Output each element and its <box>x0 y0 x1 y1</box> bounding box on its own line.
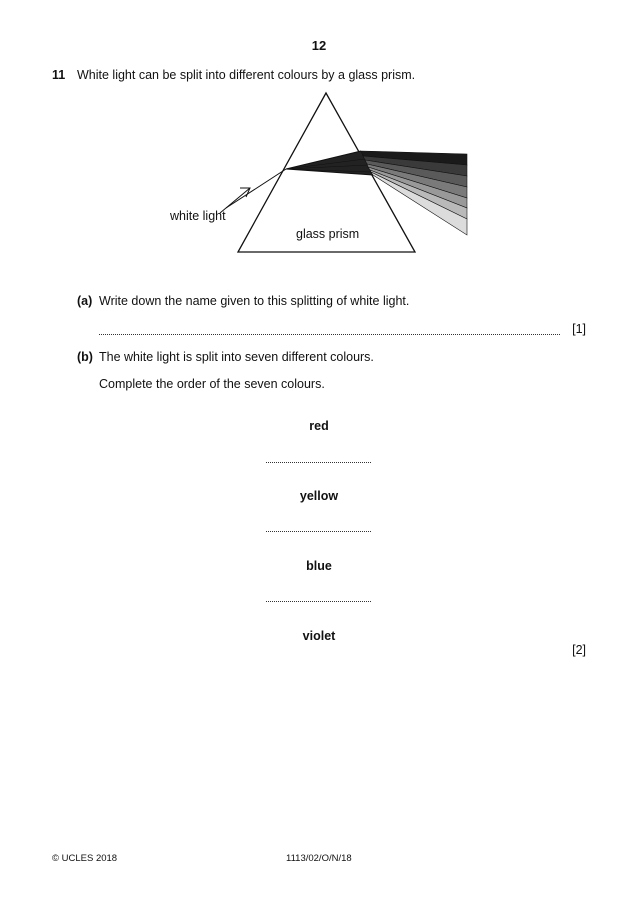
part-b-text: The white light is split into seven different colours. <box>99 350 374 364</box>
colour-yellow: yellow <box>299 489 339 503</box>
page-number: 12 <box>311 38 327 53</box>
part-a-text: Write down the name given to this splitting of white light. <box>99 294 410 308</box>
colour-blue: blue <box>306 559 332 573</box>
colour-red: red <box>309 419 329 433</box>
colour-violet: violet <box>302 629 336 643</box>
question-number: 11 <box>52 68 66 82</box>
colour-blank-2[interactable] <box>266 523 371 532</box>
part-a-label: (a) <box>77 294 93 308</box>
part-b-instruction: Complete the order of the seven colours. <box>99 377 325 391</box>
white-light-label: white light <box>170 209 226 223</box>
footer-copyright: © UCLES 2018 <box>52 853 118 864</box>
question-text: White light can be split into different colours by a glass prism. <box>77 68 416 82</box>
part-a-marks: [1] <box>572 322 586 336</box>
colour-blank-3[interactable] <box>266 593 371 602</box>
glass-prism-label: glass prism <box>296 227 360 241</box>
footer-code: 1113/02/O/N/18 <box>286 853 352 864</box>
colour-blank-1[interactable] <box>266 454 371 463</box>
white-light-ray <box>226 169 286 208</box>
part-a-answer-line[interactable] <box>99 324 560 335</box>
part-b-marks: [2] <box>572 643 586 657</box>
spectrum-bands <box>361 151 467 235</box>
part-b-label: (b) <box>77 350 93 364</box>
